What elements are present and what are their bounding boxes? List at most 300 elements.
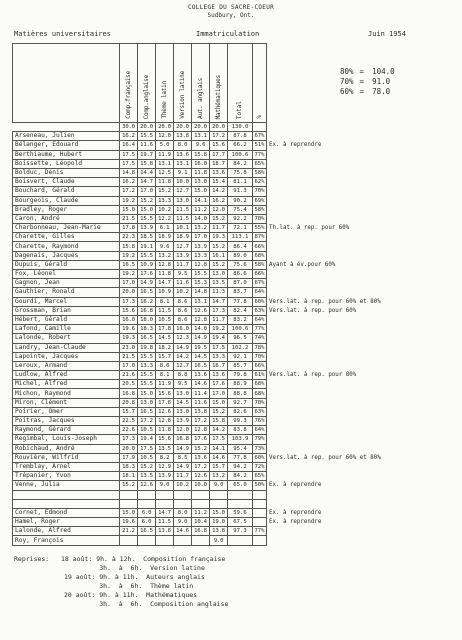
column-header [120, 44, 138, 123]
grade-cell: 13.0 [174, 407, 192, 416]
grade-cell: 13.1 [192, 132, 210, 141]
remark [267, 334, 413, 343]
document-date: Juin 1954 [368, 30, 406, 38]
grade-cell: 87% [254, 234, 265, 241]
grade-cell: 8.6 [174, 306, 192, 315]
blank-cell [253, 499, 267, 508]
grade-cell: 15.6 [156, 389, 174, 398]
grade-cell: 11.7 [210, 224, 228, 233]
remark [267, 187, 413, 196]
grade-cell: 16.2 [120, 178, 138, 187]
table-row [13, 224, 413, 233]
grade-cell: 12.6 [192, 306, 210, 315]
grade-cell: 13.8 [192, 407, 210, 416]
grade-cell: 9.0 [210, 536, 228, 545]
column-header [192, 44, 210, 123]
max-value: 130.0 [228, 123, 253, 132]
table-row [13, 159, 413, 168]
grade-cell: 12.2 [156, 214, 174, 223]
grade-cell: 18.5 [138, 233, 156, 242]
student-name: Dagenais, Jacques [13, 251, 120, 260]
table-row [13, 306, 413, 315]
grade-cell: 8.1 [156, 371, 174, 380]
grade-cell: 14.4 [138, 168, 156, 177]
grade-cell: 17.2 [192, 462, 210, 471]
table-row [13, 389, 413, 398]
grade-cell: 87.0 [228, 279, 253, 288]
grade-cell: 64% [254, 289, 265, 296]
grade-cell [120, 536, 138, 545]
grade-cell: 13.1 [156, 159, 174, 168]
grade-cell: 13.6 [210, 168, 228, 177]
grade-cell: 11.8 [192, 168, 210, 177]
blank-cell [267, 499, 413, 508]
grade-cell: 10.2 [156, 205, 174, 214]
grade-cell: 82.6 [228, 407, 253, 416]
grade-cell: 19.6 [120, 325, 138, 334]
blank-cell [174, 490, 192, 499]
reprise-line: 3h. à 6h. Version latine [64, 564, 205, 572]
grade-cell: 97.3 [228, 527, 253, 536]
student-name: Bourgeois, Claude [13, 196, 120, 205]
max-row [13, 123, 413, 132]
blank-cell [13, 499, 120, 508]
grade-cell: 70% [254, 399, 265, 406]
grade-cell: 74% [254, 335, 265, 342]
remark: Vers.lat. à rep. pour 80% [269, 372, 357, 379]
grade-cell: 12.6 [138, 481, 156, 490]
grade-cell: 14.5 [174, 398, 192, 407]
grade-cell: 16.4 [120, 141, 138, 150]
table-row [13, 150, 413, 159]
student-name: Michon, Raymond [13, 389, 120, 398]
blank-cell [138, 490, 156, 499]
remark [267, 288, 413, 297]
student-name: Leroux, Armand [13, 361, 120, 370]
remark: Th.lat. à rep. pour 60% [269, 225, 350, 232]
grade-cell: 84.2 [228, 159, 253, 168]
student-name: Lapointe, Jacques [13, 352, 120, 361]
grade-cell: 8.6 [156, 361, 174, 370]
grade-cell: 19.2 [120, 196, 138, 205]
grade-cell: 21.5 [120, 352, 138, 361]
max-value: 20.0 [156, 123, 174, 132]
remark [267, 417, 413, 426]
table-row [13, 472, 413, 481]
grade-cell: 13.2 [192, 224, 210, 233]
student-name: Gourdi, Marcel [13, 297, 120, 306]
grade-cell: 17.8 [156, 398, 174, 407]
grade-cell: 10.1 [174, 224, 192, 233]
blank-cell [210, 490, 228, 499]
grade-cell: 14.7 [156, 508, 174, 517]
table-row [13, 178, 413, 187]
grade-cell: 15.4 [210, 178, 228, 187]
grade-cell: 15.2 [138, 196, 156, 205]
grade-cell: 15.2 [210, 407, 228, 416]
remark [267, 270, 413, 279]
grade-cell: 67% [254, 280, 265, 287]
grade-cell: 92.7 [228, 398, 253, 407]
grade-cell: 11.3 [210, 288, 228, 297]
grade-cell: 22.5 [120, 417, 138, 426]
reprise-line: 19 août: 9h. à 11h. Auteurs anglais [64, 573, 205, 581]
grade-cell: 100.6 [228, 150, 253, 159]
grade-cell: 58% [254, 206, 265, 213]
remark [267, 325, 413, 334]
grade-cell: 14.7 [138, 178, 156, 187]
student-name: Grossman, Brian [13, 306, 120, 315]
reprises-label: Reprises: [14, 555, 50, 563]
grade-cell: 17.0 [210, 389, 228, 398]
grade-cell: 11.5 [156, 306, 174, 315]
student-name: Poirier, Omer [13, 407, 120, 416]
grade-cell: 12.8 [156, 417, 174, 426]
grade-cell: 17.5 [138, 444, 156, 453]
grade-cell: 13.0 [210, 270, 228, 279]
grade-cell: 13.0 [174, 389, 192, 398]
grade-cell [156, 536, 174, 545]
grade-cell: 13.5 [156, 444, 174, 453]
grade-cell: 15.6 [210, 141, 228, 150]
grade-cell [192, 536, 210, 545]
grade-cell: 11.9 [156, 380, 174, 389]
grade-cell: 10.5 [156, 315, 174, 324]
remark [267, 205, 413, 214]
college-city: Sudbury, Ont. [207, 12, 255, 19]
grade-cell: 75.4 [228, 205, 253, 214]
grade-cell: 63% [254, 408, 265, 415]
grade-cell: 9.0 [210, 481, 228, 490]
grade-cell: 11.6 [192, 398, 210, 407]
grade-cell: 17.8 [120, 224, 138, 233]
table-row [13, 536, 413, 545]
column-header-label: Mathématiques [214, 74, 222, 119]
grade-cell: 92.1 [228, 352, 253, 361]
column-header-label: Comp.anglaise [142, 74, 150, 119]
grade-cell: 16.0 [192, 159, 210, 168]
grade-cell: 13.1 [192, 297, 210, 306]
grade-cell: 9.6 [192, 141, 210, 150]
grade-cell: 6.0 [138, 508, 156, 517]
column-header-label: Total [236, 100, 243, 119]
table-row [13, 453, 413, 462]
grade-cell: 20.0 [120, 444, 138, 453]
remark [267, 159, 413, 168]
grade-cell: 15.2 [138, 462, 156, 471]
grade-cell: 11.7 [174, 472, 192, 481]
student-name: Trépanier, Yvon [13, 472, 120, 481]
remark [267, 389, 413, 398]
grade-cell: 12.0 [174, 426, 192, 435]
legend-eq: = [359, 87, 365, 96]
grade-cell: 10.2 [174, 288, 192, 297]
grade-cell: 16.8 [138, 306, 156, 315]
grade-cell: 66% [254, 271, 265, 278]
grade-cell: 16.8 [120, 389, 138, 398]
grade-cell: 14.1 [192, 196, 210, 205]
reprise-line: 3h. à 6h. Thème latin [64, 582, 194, 590]
grade-cell: 68% [254, 381, 265, 388]
grade-cell: 9.6 [156, 242, 174, 251]
student-name: Regimbal, Louis-Joseph [13, 435, 120, 444]
grade-cell: 70% [254, 215, 265, 222]
grade-cell: 10.0 [192, 481, 210, 490]
grade-cell: 17.2 [120, 187, 138, 196]
grade-cell: 70% [254, 353, 265, 360]
grade-cell: 20.5 [120, 380, 138, 389]
grade-cell: 17.2 [210, 132, 228, 141]
table-row [13, 168, 413, 177]
table-row [13, 242, 413, 251]
grade-cell: 15.5 [138, 251, 156, 260]
grade-cell: 12.3 [174, 334, 192, 343]
grade-cell: 83.2 [228, 315, 253, 324]
grade-cell: 84.2 [228, 472, 253, 481]
legend-pct: 80% [340, 67, 354, 76]
grade-cell: 11.2 [192, 508, 210, 517]
max-value: 20.0 [192, 123, 210, 132]
remark [267, 352, 413, 361]
grade-cell: 14.6 [192, 380, 210, 389]
grade-cell: 21.2 [120, 527, 138, 536]
grade-cell: 16.0 [174, 325, 192, 334]
grade-cell: 18.9 [174, 233, 192, 242]
legend-val: 104.0 [372, 67, 395, 76]
grade-cell: 77% [254, 151, 265, 158]
grade-cell: 15.0 [138, 205, 156, 214]
grade-cell: 81.1 [228, 178, 253, 187]
remark [267, 527, 413, 536]
grade-cell: 14.6 [174, 527, 192, 536]
student-name: Hébert, Gérald [13, 315, 120, 324]
grade-cell: 14.2 [210, 187, 228, 196]
column-header [156, 44, 174, 123]
grade-cell: 19.7 [138, 150, 156, 159]
blank-cell [253, 490, 267, 499]
grade-cell: 14.2 [210, 426, 228, 435]
remark: Vers.lat. à rep. pour 60% et 80% [269, 454, 381, 461]
grade-cell: 95.4 [228, 444, 253, 453]
max-name-cell [13, 123, 120, 132]
grade-cell: 13.6 [192, 453, 210, 462]
reprises-block [14, 555, 229, 609]
grade-cell: 10.4 [192, 518, 210, 527]
grade-cell: 15.3 [192, 279, 210, 288]
column-header-label: Thème latin [160, 81, 168, 119]
grade-cell: 91.3 [228, 187, 253, 196]
table-row [13, 435, 413, 444]
grade-cell: 79% [254, 436, 265, 443]
grade-cell: 19.3 [120, 334, 138, 343]
grade-cell: 17.3 [120, 297, 138, 306]
grade-cell: 16.5 [138, 334, 156, 343]
grade-cell: 16.5 [192, 361, 210, 370]
remark [267, 279, 413, 288]
student-name: Fox, Léonel [13, 270, 120, 279]
reprise-line: 20 août: 9h. à 11h. Mathématiques [64, 591, 198, 599]
grade-cell: 61% [254, 372, 265, 379]
blank-cell [192, 490, 210, 499]
grade-cell: 10.5 [138, 426, 156, 435]
grade-cell: 15.2 [210, 260, 228, 269]
grade-cell: 15.5 [138, 132, 156, 141]
grade-cell: 60% [254, 298, 265, 305]
grade-cell: 8.8 [174, 371, 192, 380]
column-header-label: Aut. anglais [196, 78, 204, 119]
grade-cell: 12.8 [192, 426, 210, 435]
legend-pct: 60% [340, 87, 354, 96]
grade-cell: 11.5 [156, 518, 174, 527]
remark [267, 462, 413, 471]
table-row [13, 260, 413, 269]
grade-cell: 16.5 [120, 260, 138, 269]
blank-cell [228, 499, 253, 508]
grade-cell: 65% [254, 160, 265, 167]
grade-cell: 11.7 [174, 260, 192, 269]
grade-cell: 86.4 [228, 242, 253, 251]
grade-cell: 78% [254, 344, 265, 351]
grade-cell: 12.6 [192, 472, 210, 481]
remark [267, 426, 413, 435]
grade-cell: 21.5 [120, 214, 138, 223]
grade-cell: 13.0 [192, 178, 210, 187]
grade-cell: 15.2 [210, 214, 228, 223]
grade-cell: 8.6 [174, 297, 192, 306]
column-header-label: Version latine [178, 71, 186, 119]
grade-cell: 17.0 [192, 233, 210, 242]
legend-eq: = [359, 67, 365, 76]
remark: Vers.lat. à rep. pour 60% et 80% [269, 298, 381, 305]
grade-cell: 99.3 [228, 417, 253, 426]
remark: Vers.lat. à rep. pour 60% [269, 307, 357, 314]
max-value: 20.0 [138, 123, 156, 132]
grade-cell: 15.5 [138, 380, 156, 389]
grade-cell: 14.9 [192, 334, 210, 343]
grade-cell: 11.8 [156, 270, 174, 279]
grade-cell: 77.8 [228, 297, 253, 306]
grade-cell: 16.5 [138, 407, 156, 416]
grade-cell: 65% [254, 473, 265, 480]
remark [267, 132, 413, 141]
grade-cell: 65.0 [228, 481, 253, 490]
grade-cell: 55% [254, 225, 265, 232]
student-name: Landry, Jean-Claude [13, 343, 120, 352]
grade-cell: 15.8 [120, 242, 138, 251]
remark: Ex. à reprendre [269, 509, 322, 516]
table-row [13, 481, 413, 490]
grade-cell: 88.8 [228, 389, 253, 398]
grade-cell: 16.7 [210, 361, 228, 370]
grade-cell: 15.8 [138, 159, 156, 168]
grade-cell: 13.3 [156, 196, 174, 205]
grade-cell: 13.9 [174, 251, 192, 260]
remark: Ex. à reprendre [269, 482, 322, 489]
grade-cell: 13.2 [156, 251, 174, 260]
student-name: Dupuis, Gérald [13, 260, 120, 269]
grade-cell: 89.0 [228, 251, 253, 260]
table-row [13, 325, 413, 334]
max-value [253, 123, 267, 132]
grade-cell: 75.8 [228, 168, 253, 177]
grade-cell: 23.0 [120, 343, 138, 352]
max-remark [267, 123, 413, 132]
grade-cell: 20.8 [120, 398, 138, 407]
grade-cell: 13.0 [174, 196, 192, 205]
grade-cell: 66.2 [228, 141, 253, 150]
grade-cell: 17.0 [120, 279, 138, 288]
student-name: Lalonde, Alfred [13, 527, 120, 536]
blank-cell [192, 499, 210, 508]
blank-cell [120, 490, 138, 499]
blank-cell [210, 499, 228, 508]
grade-cell: 6.0 [138, 518, 156, 527]
grade-cell: 16.5 [138, 288, 156, 297]
grade-cell: 17.2 [192, 417, 210, 426]
grade-cell: 14.9 [138, 279, 156, 288]
grade-cell: 14.8 [120, 168, 138, 177]
grade-cell: 12.9 [156, 462, 174, 471]
student-name: Miron, Clément [13, 398, 120, 407]
grade-cell: 15.8 [192, 150, 210, 159]
legend-eq: = [359, 77, 365, 86]
grade-cell: 13.3 [192, 251, 210, 260]
grade-cell: 13.6 [210, 371, 228, 380]
grade-cell: 75.6 [228, 260, 253, 269]
student-name: Lafond, Camille [13, 325, 120, 334]
remark [267, 251, 413, 260]
blank-row [13, 499, 413, 508]
grade-cell: 19.2 [210, 325, 228, 334]
student-name: Bouchard, Gérald [13, 187, 120, 196]
table-row [13, 214, 413, 223]
grade-cell: 15.5 [192, 270, 210, 279]
grade-cell: 16.2 [120, 132, 138, 141]
grade-cell: 19.8 [138, 343, 156, 352]
grade-cell: 9.0 [156, 481, 174, 490]
remark [267, 536, 413, 545]
column-header [210, 44, 228, 123]
grade-cell: 90.2 [228, 196, 253, 205]
grade-cell: 8.2 [156, 453, 174, 462]
grade-cell: 16.2 [210, 196, 228, 205]
grade-cell: 15.5 [138, 371, 156, 380]
grade-cell: 83.8 [228, 426, 253, 435]
student-name: Lalonde, Robert [13, 334, 120, 343]
grade-cell: 14.7 [156, 279, 174, 288]
grade-cell: 22.6 [120, 426, 138, 435]
header-row [13, 44, 413, 123]
grade-cell: 19.2 [120, 251, 138, 260]
grade-cell: 14.9 [174, 462, 192, 471]
grade-cell: 14.9 [174, 444, 192, 453]
blank-cell [174, 499, 192, 508]
grade-cell: 15.5 [138, 214, 156, 223]
grade-cell: 13.9 [174, 417, 192, 426]
remark [267, 233, 413, 242]
remark [267, 242, 413, 251]
student-name: Boisvert, Claude [13, 178, 120, 187]
grade-cell: 10.5 [138, 453, 156, 462]
table-row [13, 315, 413, 324]
student-name: Venne, Julia [13, 481, 120, 490]
grade-cell: 16.0 [120, 315, 138, 324]
grade-cell: 14.0 [192, 325, 210, 334]
grade-cell: 13.8 [174, 132, 192, 141]
grade-cell: 18.2 [156, 343, 174, 352]
remark [267, 361, 413, 370]
remark [267, 398, 413, 407]
